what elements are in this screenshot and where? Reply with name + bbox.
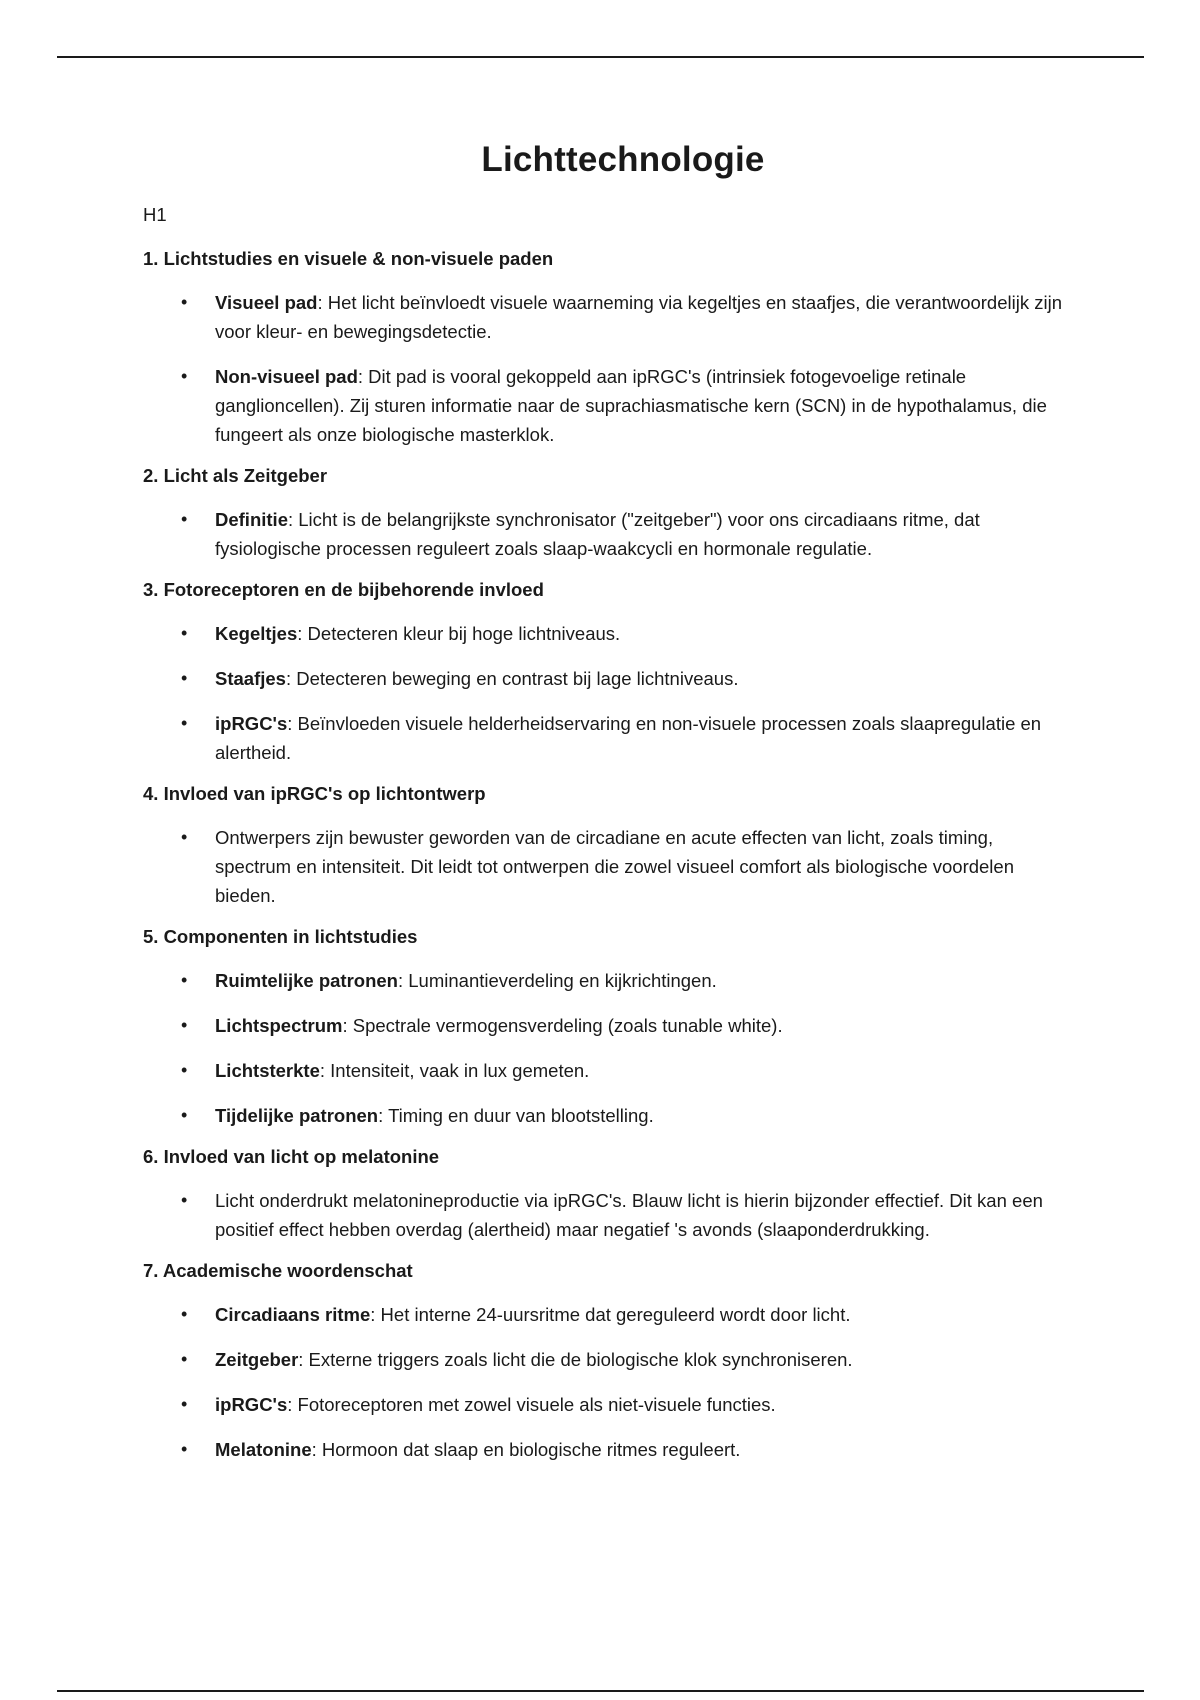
bullet-list: [143, 966, 1073, 1130]
list-item-text: : Fotoreceptoren met zowel visuele als niet-visuele functies.: [287, 1394, 776, 1415]
footer-rule: [57, 1690, 1144, 1692]
list-item-text: : Hormoon dat slaap en biologische ritmes reguleert.: [311, 1439, 741, 1460]
list-item: [143, 966, 1073, 995]
section-heading: 6. Invloed van licht op melatonine: [143, 1146, 440, 1167]
bullet-icon: •: [181, 713, 188, 733]
section-heading: 4. Invloed van ipRGC's op lichtontwerp: [143, 783, 486, 804]
list-item-text: Ontwerpers zijn bewuster geworden van de circadiane en acute effecten van licht, zoals timing, spectrum en intensiteit. Dit leidt tot ontwerpen die zowel visueel comfort als biologische voordelen bieden.: [215, 827, 1014, 906]
bullet-icon: •: [181, 1105, 188, 1125]
bullet-icon: •: [181, 366, 188, 386]
document-body: [143, 140, 1073, 1480]
list-item-text: : Beïnvloeden visuele helderheidservaring en non-visuele processen zoals slaapregulatie en alertheid.: [215, 713, 1042, 763]
list-item-term: Kegeltjes: [215, 623, 298, 644]
list-item: [143, 709, 1073, 767]
bullet-icon: •: [181, 1060, 188, 1080]
list-item-term: Lichtsterkte: [215, 1060, 320, 1081]
bullet-list: [143, 1186, 1073, 1244]
bullet-icon: •: [181, 1394, 188, 1414]
list-item-text: : Spectrale vermogensverdeling (zoals tunable white).: [342, 1015, 783, 1036]
list-item: [143, 823, 1073, 910]
header-rule: [57, 56, 1144, 58]
list-item: [143, 1435, 1073, 1464]
list-item: [143, 505, 1073, 563]
list-item-term: Ruimtelijke patronen: [215, 970, 398, 991]
list-item-term: Visueel pad: [215, 292, 318, 313]
bullet-icon: •: [181, 1349, 188, 1369]
bullet-list: [143, 619, 1073, 767]
list-item-text: : Detecteren kleur bij hoge lichtniveaus.: [297, 623, 621, 644]
list-item-term: ipRGC's: [215, 713, 288, 734]
list-item: [143, 1056, 1073, 1085]
list-item-text: Licht onderdrukt melatonineproductie via ipRGC's. Blauw licht is hierin bijzonder effectief. Dit kan een positief effect hebben overdag (alertheid) maar negatief 's avonds (slaaponderdrukking.: [215, 1190, 1043, 1240]
list-item-term: Circadiaans ritme: [215, 1304, 371, 1325]
bullet-icon: •: [181, 1190, 188, 1210]
list-item-text: : Detecteren beweging en contrast bij lage lichtniveaus.: [285, 668, 739, 689]
list-item-term: Definitie: [215, 509, 288, 530]
list-item-text: : Het licht beïnvloedt visuele waarneming via kegeltjes en staafjes, die verantwoordelijk zijn voor kleur- en bewegingsdetectie.: [215, 292, 1062, 342]
list-item: [143, 619, 1073, 648]
sections-container: [143, 248, 1073, 1464]
list-item-text: : Externe triggers zoals licht die de biologische klok synchroniseren.: [298, 1349, 853, 1370]
bullet-icon: •: [181, 970, 188, 990]
list-item: [143, 1345, 1073, 1374]
bullet-list: [143, 505, 1073, 563]
list-item-term: Staafjes: [215, 668, 286, 689]
list-item-text: : Intensiteit, vaak in lux gemeten.: [319, 1060, 590, 1081]
chapter-label: H1: [143, 204, 167, 225]
document-title: Lichttechnologie: [481, 140, 765, 179]
bullet-icon: •: [181, 509, 188, 529]
list-item: [143, 664, 1073, 693]
list-item-term: ipRGC's: [215, 1394, 288, 1415]
bullet-icon: •: [181, 292, 188, 312]
bullet-icon: •: [181, 668, 188, 688]
list-item-text: : Luminantieverdeling en kijkrichtingen.: [397, 970, 717, 991]
section-heading: 1. Lichtstudies en visuele & non-visuele paden: [143, 248, 554, 269]
list-item-text: : Licht is de belangrijkste synchronisator ("zeitgeber") voor ons circadiaans ritme, dat fysiologische processen reguleert zoals slaap-waakcycli en hormonale regulatie.: [215, 509, 980, 559]
list-item-term: Tijdelijke patronen: [215, 1105, 379, 1126]
bullet-list: [143, 823, 1073, 910]
list-item: [143, 288, 1073, 346]
bullet-icon: •: [181, 827, 188, 847]
bullet-list: [143, 1300, 1073, 1464]
list-item-text: : Dit pad is vooral gekoppeld aan ipRGC's (intrinsiek fotogevoelige retinale ganglioncellen). Zij sturen informatie naar de suprachiasmatische kern (SCN) in de hypothalamus, die fungeert als onze biologische masterklok.: [215, 366, 1047, 445]
list-item-term: Lichtspectrum: [215, 1015, 343, 1036]
section-heading: 7. Academische woordenschat: [143, 1260, 413, 1281]
bullet-icon: •: [181, 1304, 188, 1324]
list-item: [143, 1390, 1073, 1419]
list-item-text: : Timing en duur van blootstelling.: [378, 1105, 654, 1126]
section-heading: 3. Fotoreceptoren en de bijbehorende invloed: [143, 579, 544, 600]
bullet-icon: •: [181, 623, 188, 643]
list-item: [143, 1101, 1073, 1130]
section-heading: 2. Licht als Zeitgeber: [143, 465, 328, 486]
bullet-list: [143, 288, 1073, 449]
bullet-icon: •: [181, 1439, 188, 1459]
list-item-term: Zeitgeber: [215, 1349, 299, 1370]
list-item: [143, 1300, 1073, 1329]
list-item: [143, 362, 1073, 449]
list-item-term: Melatonine: [215, 1439, 312, 1460]
list-item: [143, 1011, 1073, 1040]
list-item-term: Non-visueel pad: [215, 366, 358, 387]
bullet-icon: •: [181, 1015, 188, 1035]
section-heading: 5. Componenten in lichtstudies: [143, 926, 418, 947]
list-item: [143, 1186, 1073, 1244]
list-item-text: : Het interne 24-uursritme dat gereguleerd wordt door licht.: [370, 1304, 851, 1325]
